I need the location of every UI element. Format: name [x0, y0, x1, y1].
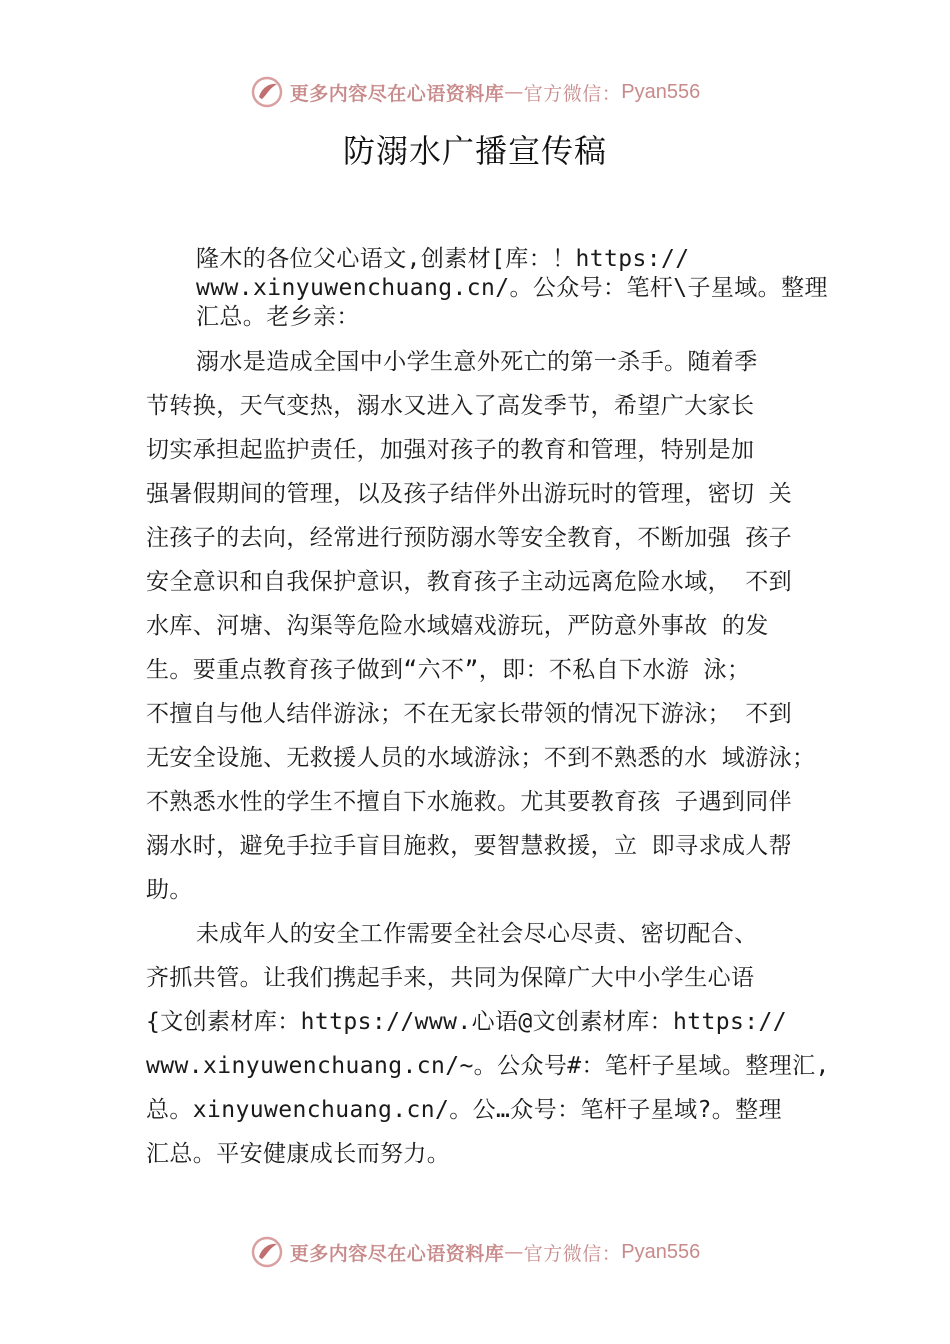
watermark-dash: — [504, 1241, 524, 1263]
body-line: 不擅自与他人结伴游泳；不在无家长带领的情况下游泳； 不到 [146, 701, 793, 727]
body-line: 溺水时，避免手拉手盲目施救，要智慧救援，立 即寻求成人帮 [146, 833, 793, 859]
brand-logo-icon [250, 1235, 284, 1269]
body-line: 助。 [146, 877, 193, 903]
body-line: 安全意识和自我保护意识，教育孩子主动远离危险水域， 不到 [146, 569, 793, 595]
watermark-brand-text: 更多内容尽在心语资料库 [289, 1242, 505, 1265]
body-line: 齐抓共管。让我们携起手来，共同为保障广大中小学生心语 [146, 965, 755, 991]
watermark-official-label: 官方微信： [523, 82, 622, 105]
body-line: 切实承担起监护责任，加强对孩子的教育和管理，特别是加 [146, 437, 755, 463]
body-line: 隆木的各位父心语文,创素材[库：！https:// [196, 246, 690, 272]
watermark-banner-bottom [0, 1232, 950, 1272]
body-line: 注孩子的去向，经常进行预防溺水等安全教育，不断加强 孩子 [146, 525, 793, 551]
body-line: 节转换，天气变热，溺水又进入了高发季节，希望广大家长 [146, 393, 755, 419]
watermark-dash: — [504, 81, 524, 103]
body-line: 溺水是造成全国中小学生意外死亡的第一杀手。随着季 [196, 349, 758, 375]
body-line: 汇总。平安健康成长而努力。 [146, 1141, 451, 1167]
body-line: 汇总。老乡亲： [196, 304, 360, 330]
body-line: 生。要重点教育孩子做到“六不”，即：不私自下水游 泳； [146, 657, 751, 683]
body-line: 强暑假期间的管理，以及孩子结伴外出游玩时的管理，密切 关 [146, 481, 793, 507]
body-line: {文创素材库：https://www.心语@文创素材库：https:// [146, 1009, 788, 1035]
document-title: 防溺水广播宣传稿 [342, 132, 607, 170]
watermark-brand-text: 更多内容尽在心语资料库 [289, 82, 505, 105]
watermark-banner-top [0, 72, 950, 112]
body-line: www.xinyuwenchuang.cn/~。公众号#：笔杆子星域。整理汇, [146, 1053, 830, 1079]
watermark-wechat-id: Pyan556 [621, 80, 701, 103]
watermark-wechat-id: Pyan556 [621, 1240, 701, 1263]
body-line: 未成年人的安全工作需要全社会尽心尽责、密切配合、 [196, 921, 758, 947]
body-line: 不熟悉水性的学生不擅自下水施救。尤其要教育孩 子遇到同伴 [146, 789, 793, 815]
body-line: 水库、河塘、沟渠等危险水域嬉戏游玩，严防意外事故 的发 [146, 613, 769, 639]
body-line: 总。xinyuwenchuang.cn/。公…众号：笔杆子星域?。整理 [146, 1097, 782, 1123]
body-line: 无安全设施、无救援人员的水域游泳；不到不熟悉的水 域游泳； [146, 745, 816, 771]
brand-logo-icon [250, 75, 284, 109]
body-line: www.xinyuwenchuang.cn/。公众号：笔杆\子星域。整理 [196, 275, 828, 301]
watermark-official-label: 官方微信： [523, 1242, 622, 1265]
